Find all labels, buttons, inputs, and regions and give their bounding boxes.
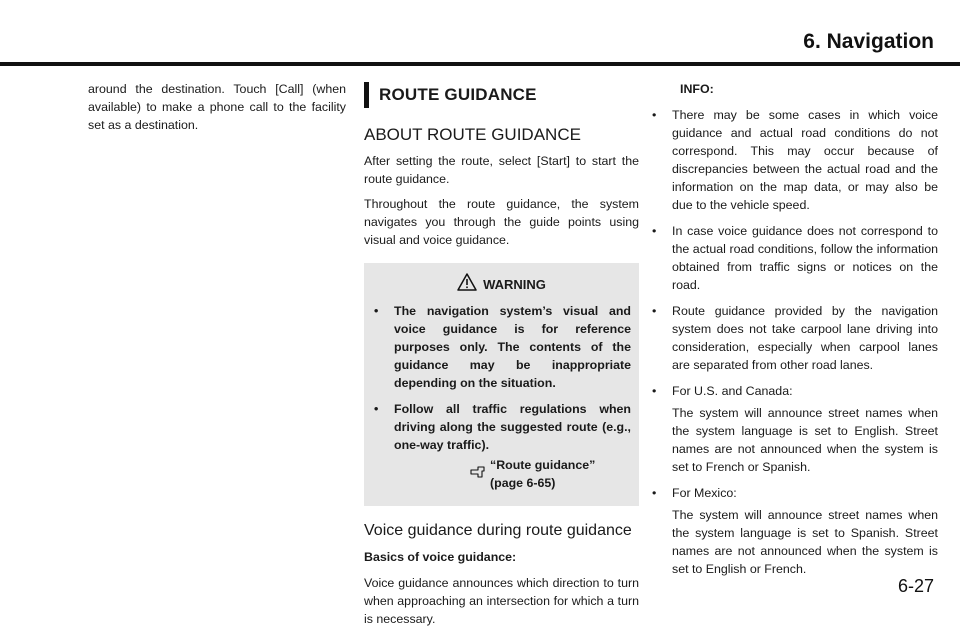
reference-pointer-icon [470, 465, 490, 484]
warning-box [364, 263, 639, 506]
bullet: • [374, 402, 379, 416]
cross-reference[interactable] [470, 456, 631, 492]
heading-bar [364, 82, 369, 108]
paragraph-navigates: Throughout the route guidance, the system navigates you through the guide points using visual and voice guidance. [364, 197, 639, 247]
info-text: There may be some cases in which voice guidance and actual road conditions do not correspond. This may occur because of discrepancies between the actual road and the information on the map data, or may also be due to the vehicle speed. [672, 108, 938, 212]
warning-item [372, 302, 631, 392]
info-text: Route guidance provided by the navigation system does not take carpool lane driving into consideration, especially when carpool lanes are separated from other road lanes. [672, 304, 938, 372]
basics-paragraph: Voice guidance announces which direction to turn when approaching an intersection for which a turn is necessary. [364, 576, 639, 626]
bullet: • [652, 108, 657, 122]
bullet: • [374, 304, 379, 318]
bullet: • [652, 384, 657, 398]
warning-header [372, 273, 631, 296]
paragraph-start: After setting the route, select [Start] to start the route guidance. [364, 154, 639, 186]
route-guidance-heading [364, 82, 639, 108]
info-text: For U.S. and Canada: [672, 384, 793, 398]
section-title: ROUTE GUIDANCE [379, 85, 537, 104]
bullet: • [652, 304, 657, 318]
info-item [650, 382, 938, 476]
voice-guidance-title: Voice guidance during route guidance [364, 522, 632, 539]
warning-item [372, 400, 631, 454]
column-middle [364, 80, 639, 635]
cross-reference-text: “Route guidance” (page 6-65) [490, 458, 596, 490]
info-text: For Mexico: [672, 486, 737, 500]
column-left [88, 80, 346, 141]
warning-text: Follow all traffic regulations when driving along the suggested route (e.g., one-way traffic). [394, 402, 631, 452]
column-right [650, 80, 938, 586]
header-rule [0, 62, 960, 66]
warning-icon [457, 273, 483, 296]
info-subtext: The system will announce street names when the system language is set to English. Street names are not announced when the system is set to French or Spanish. [672, 406, 938, 474]
continuation-paragraph: around the destination. Touch [Call] (when available) to make a phone call to the facility set as a destination. [88, 82, 346, 132]
chapter-title: 6. Navigation [803, 30, 934, 53]
info-item [650, 106, 938, 214]
warning-text: The navigation system’s visual and voice guidance is for reference purposes only. The contents of the guidance may be inappropriate depending on the situation. [394, 304, 631, 390]
warning-label: WARNING [483, 276, 546, 292]
basics-label: Basics of voice guidance: [364, 550, 517, 564]
bullet: • [652, 486, 657, 500]
info-item [650, 302, 938, 374]
info-label: INFO: [680, 82, 714, 96]
info-text: In case voice guidance does not correspond to the actual road conditions, follow the information obtained from traffic signs or notices on the road. [672, 224, 938, 292]
bullet: • [652, 224, 657, 238]
info-subtext: The system will announce street names when the system language is set to Spanish. Street names are not announced when the system is set to English or French. [672, 508, 938, 576]
info-item [650, 484, 938, 578]
about-route-guidance-title: ABOUT ROUTE GUIDANCE [364, 125, 581, 144]
info-item [650, 222, 938, 294]
page-number: 6-27 [897, 576, 934, 596]
